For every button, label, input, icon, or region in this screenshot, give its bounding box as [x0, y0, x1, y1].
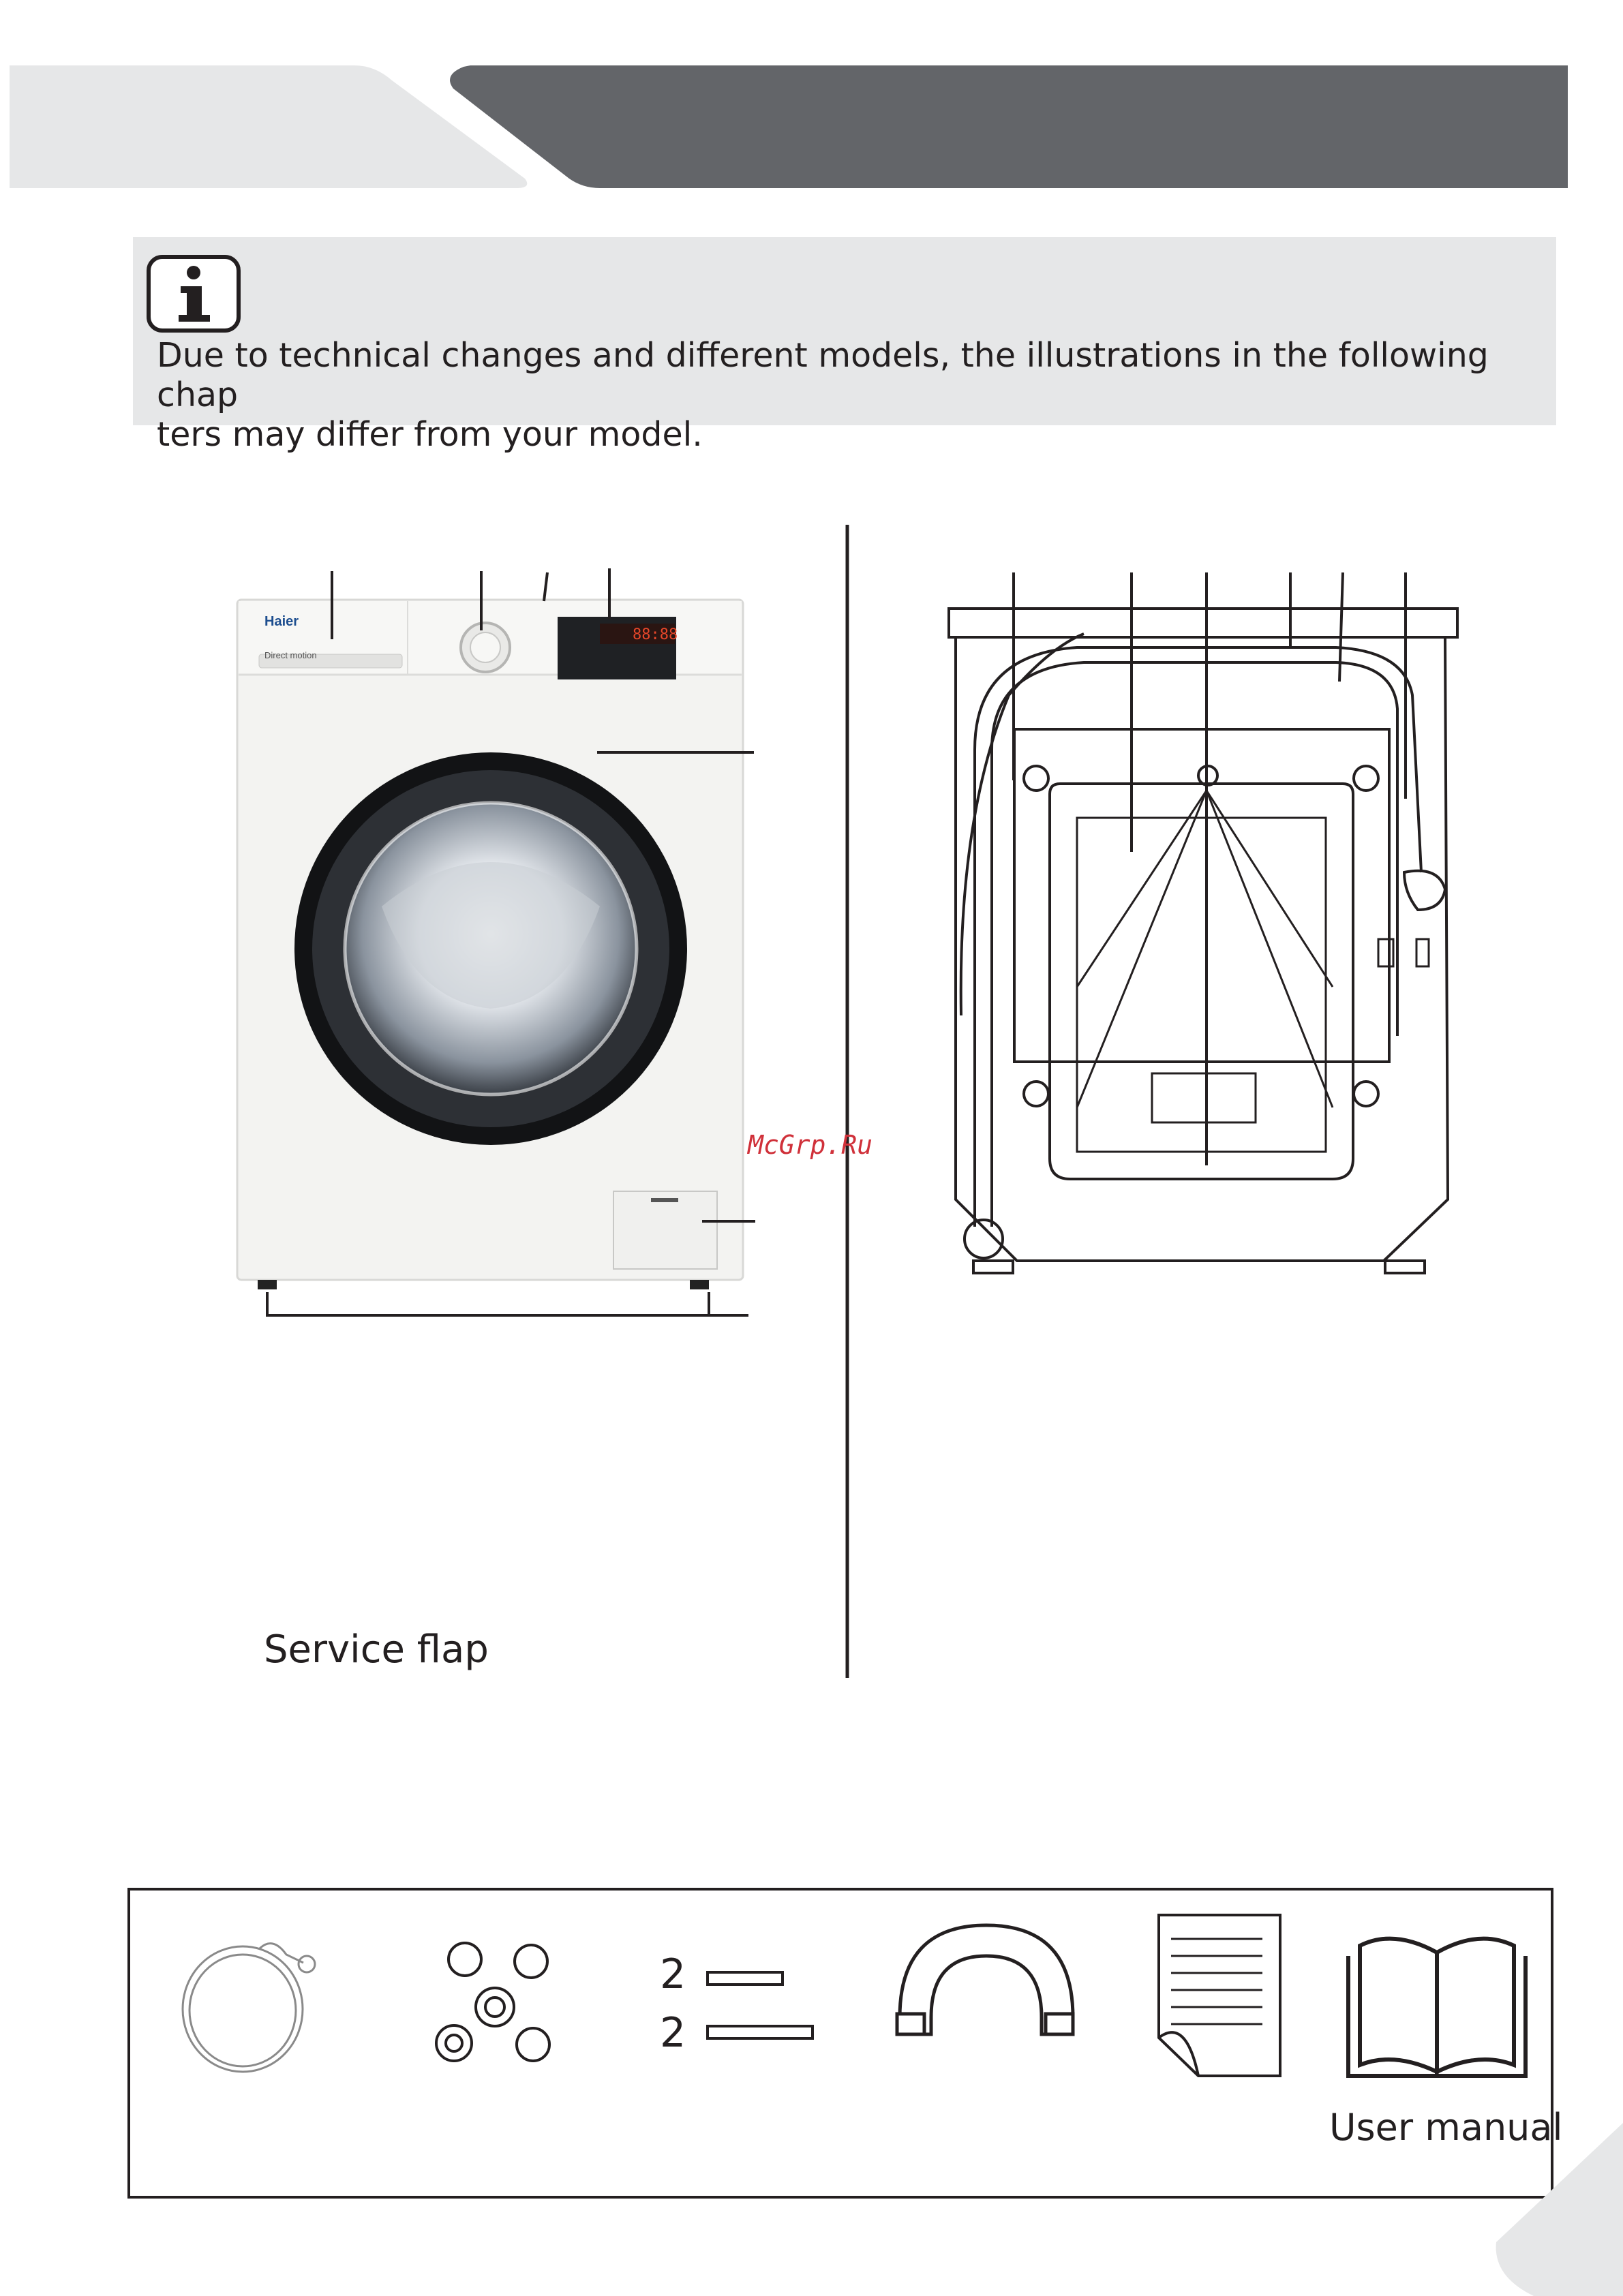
qty-short-strips: 2	[660, 1950, 686, 1998]
qty-long-strips: 2	[660, 2009, 686, 2057]
service-flap-label: Service flap	[264, 1627, 489, 1672]
watermark: McGrp.Ru	[748, 1130, 873, 1160]
notice-line-2: ters may differ from your model.	[157, 415, 703, 454]
user-manual-label: User manual	[1329, 2106, 1563, 2149]
brand-logo: Haier	[264, 614, 299, 629]
notice-line-1: Due to technical changes and different models, the illustrations in the following chap	[157, 336, 1489, 414]
display-digits: 88:88	[633, 626, 678, 643]
series-label: Direct motion	[264, 650, 317, 660]
